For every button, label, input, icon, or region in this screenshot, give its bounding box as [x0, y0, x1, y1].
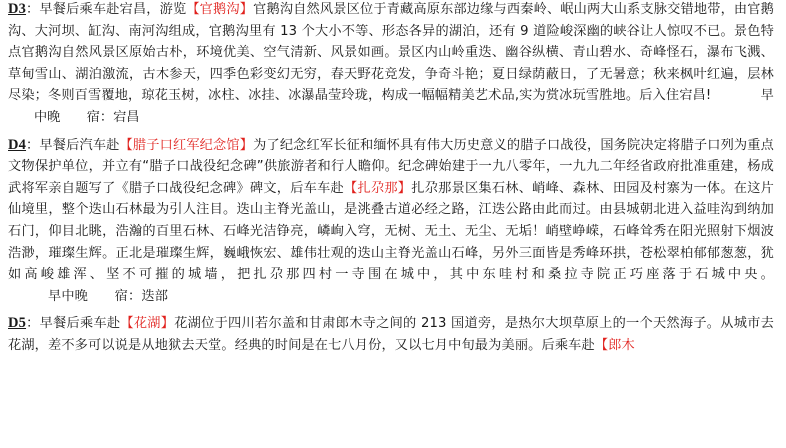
- day5-description: 花湖位于四川若尔盖和甘肃郎木寺之间的 213 国道旁，是热尔大坝草原上的一个天然海子。从城市去花湖，差不多可以说是从地狱去天堂。经典的时间是在七八月份，又以七月中旬最为美丽。后乘车赴: [8, 316, 774, 353]
- day5-spot-langmu: 【郎木: [594, 337, 635, 353]
- day4-meal-lodging: 早中晚 宿：迭部: [48, 288, 169, 304]
- day4-description-2: 扎尕那景区集石林、峭峰、森林、田园及村寨为一体。在这片仙境里，整个迭山石林最为引人注目。迭山主脊光盖山，是洮叠古道必经之路，江迭公路由此而过。由县城朝北进入益哇沟到纳加石门，仰目北眺，浩瀚的百里石林、石峰光洁铮亮，嶙峋入穹，无树、无土、无尘、无垢！峭壁峥嵘，石峰耸秀在阳光照射下烟波浩渺，璀璨生辉。正北是璀璨生辉，巍峨恢宏、雄伟壮观的迭山主脊光盖山石峰，另外三面皆是秀峰环拱，苍松翠柏郁郁葱葱，犹如高峻雄浑、坚不可摧的城墙，把扎尕那四村一寺围在城中，其中东哇村和桑拉寺院正巧座落于石城中央。: [8, 180, 774, 283]
- day5-label: D5: [8, 315, 27, 332]
- day3-paragraph: [8, 0, 774, 107]
- day3-intro: ：早餐后乘车赴宕昌，游览: [26, 2, 187, 17]
- day3-spot-guane: 【官鹅沟】: [186, 2, 254, 17]
- day3-description: 官鹅沟自然风景区位于青藏高原东部边缘与西秦岭、岷山两大山系支脉交错地带，由官鹅沟、大河坝、缸沟、南河沟组成，官鹅沟里有 13 个大小不等、形态各异的湖泊，还有 9 道险峻深幽的峡谷让人惊叹不已。景色特点官鹅沟自然风景区原始古朴，环境优美、空气清新、风景如画。景区内山岭重迭、幽谷纵横、青山碧水、奇峰怪石，瀑布飞溅、草甸雪山、湖泊激流，古木参天，四季色彩变幻无穷，春天野花竞发，争奇斗艳；夏日绿荫蔽日，了无暑意；秋来枫叶红遍，层林尽染；冬则百雪覆地，琼花玉树，冰柱、冰挂、冰瀑晶莹玲珑，构成一幅幅精美艺术品,实为赏冰玩雪胜地。后入住宕昌!: [8, 2, 774, 104]
- day4-paragraph: [8, 135, 774, 308]
- day5-spot-huahu: 【花湖】: [120, 316, 175, 332]
- day3-meal-lodging: 中晚 宿：宕昌: [34, 109, 140, 125]
- day4-intro: ：早餐后汽车赴: [26, 137, 120, 153]
- day4-spot-lazikou-memorial: 【腊子口红军纪念馆】: [119, 137, 254, 153]
- day5-paragraph: [8, 313, 774, 356]
- day3-meal-trailing: 早: [760, 88, 774, 104]
- day3-label: D3: [8, 1, 27, 17]
- day5-intro: ：早餐后乘车赴: [26, 316, 121, 332]
- day4-description-1: 为了纪念红军长征和缅怀具有伟大历史意义的腊子口战役，国务院决定将腊子口列为重点文物保护单位，并立有“腊子口战役纪念碑”供旅游者和行人瞻仰。纪念碑始建于一九八零年，一九九二年经省政府批准重建，杨成武将军亲自题写了《腊子口战役纪念碑》碑文，后车车赴: [8, 137, 774, 196]
- day4-label: D4: [8, 136, 27, 153]
- day4-spot-zhagana: 【扎尕那】: [344, 180, 412, 196]
